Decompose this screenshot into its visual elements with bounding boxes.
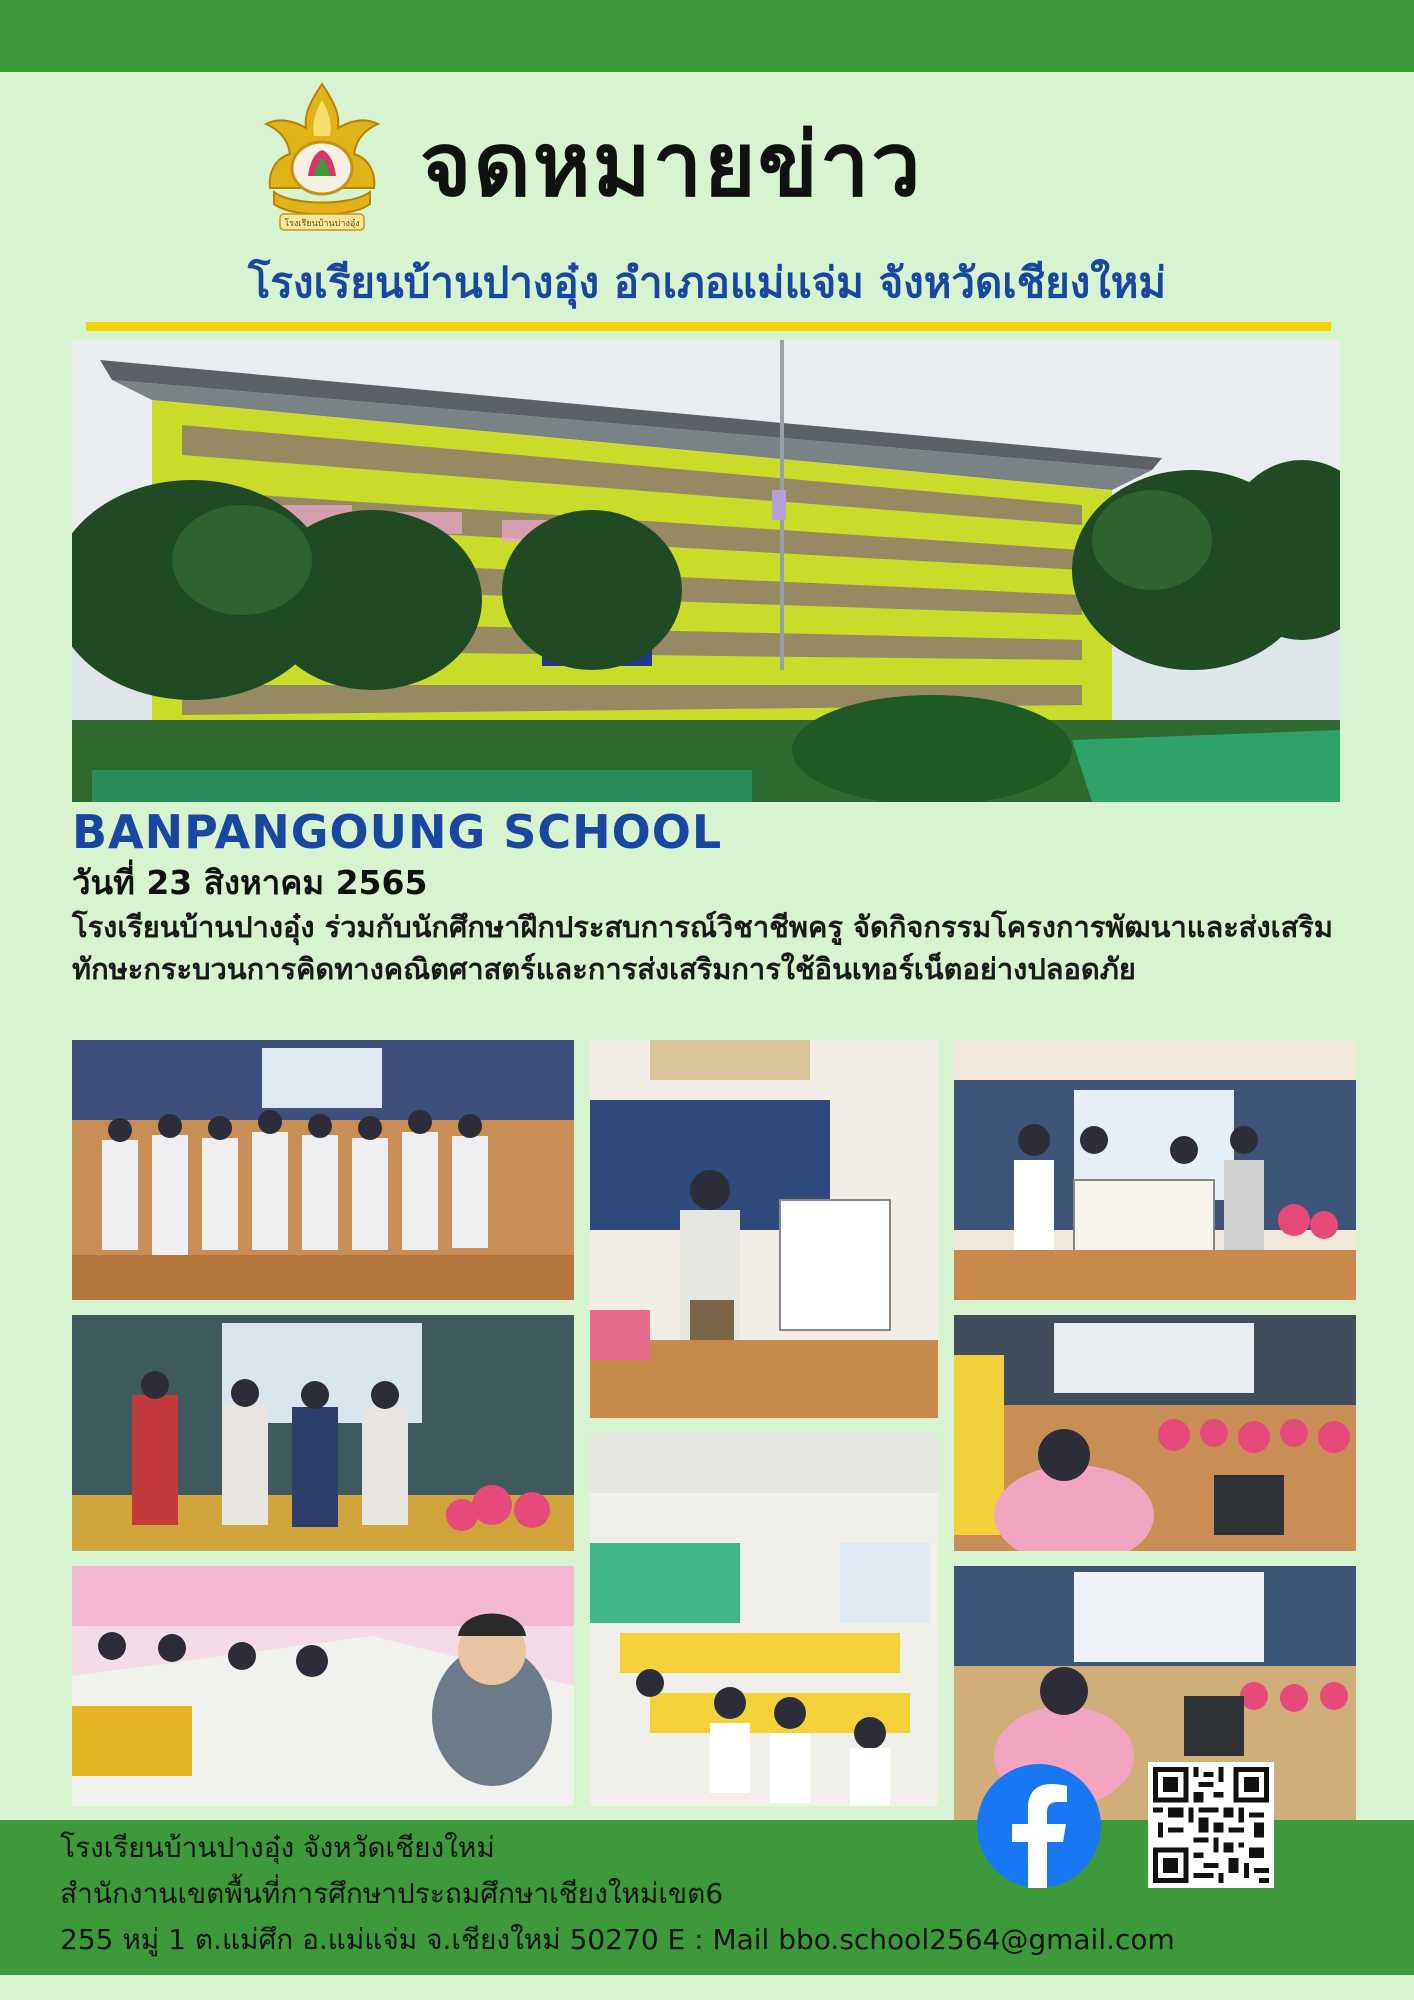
activity-photo-award bbox=[72, 1315, 574, 1551]
activity-photo-classroom bbox=[72, 1566, 574, 1806]
top-green-bar bbox=[0, 0, 1414, 72]
footer-bottom-stripe bbox=[0, 1975, 1414, 2000]
facebook-icon[interactable] bbox=[975, 1762, 1103, 1890]
footer-address-line: 255 หมู่ 1 ต.แม่ศึก อ.แม่แจ่ม จ.เชียงใหม่ 50270 E : Mail bbo.school2564@gmail.com bbox=[60, 1923, 1175, 1956]
newsletter-title: จดหมายข่าว bbox=[420, 113, 923, 216]
footer-school-line: โรงเรียนบ้านปางอุ๋ง จังหวัดเชียงใหม่ bbox=[60, 1831, 495, 1864]
activity-photo-group bbox=[72, 1040, 574, 1300]
article-date: วันที่ 23 สิงหาคม 2565 bbox=[72, 863, 428, 902]
school-subtitle: โรงเรียนบ้านปางอุ๋ง อำเภอแม่แจ่ม จังหวัดเชียงใหม่ bbox=[247, 258, 1167, 307]
activity-photo-math-contest bbox=[590, 1433, 938, 1806]
article-body: โรงเรียนบ้านปางอุ๋ง ร่วมกับนักศึกษาฝึกประสบการณ์วิชาชีพครู จัดกิจกรรมโครงการพัฒนาและส่งเสริมทักษะกระบวนการคิดทางคณิตศาสตร์และการส่งเสริมการใช้อินเทอร์เน็ตอย่างปลอดภัย bbox=[72, 910, 1333, 986]
activity-photo-computer bbox=[954, 1315, 1356, 1551]
activity-photo-poster bbox=[954, 1040, 1356, 1300]
activity-photo-presentation bbox=[590, 1040, 938, 1418]
footer-office-line: สำนักงานเขตพื้นที่การศึกษาประถมศึกษาเชียงใหม่เขต6 bbox=[60, 1877, 724, 1910]
logo-caption: โรงเรียนบ้านปางอุ๋ง bbox=[284, 219, 360, 229]
school-name-english: BANPANGOUNG SCHOOL bbox=[72, 805, 723, 859]
yellow-divider bbox=[86, 322, 1331, 331]
school-logo bbox=[252, 80, 392, 240]
qr-code-icon[interactable] bbox=[1148, 1762, 1274, 1888]
school-building-photo bbox=[72, 340, 1340, 802]
